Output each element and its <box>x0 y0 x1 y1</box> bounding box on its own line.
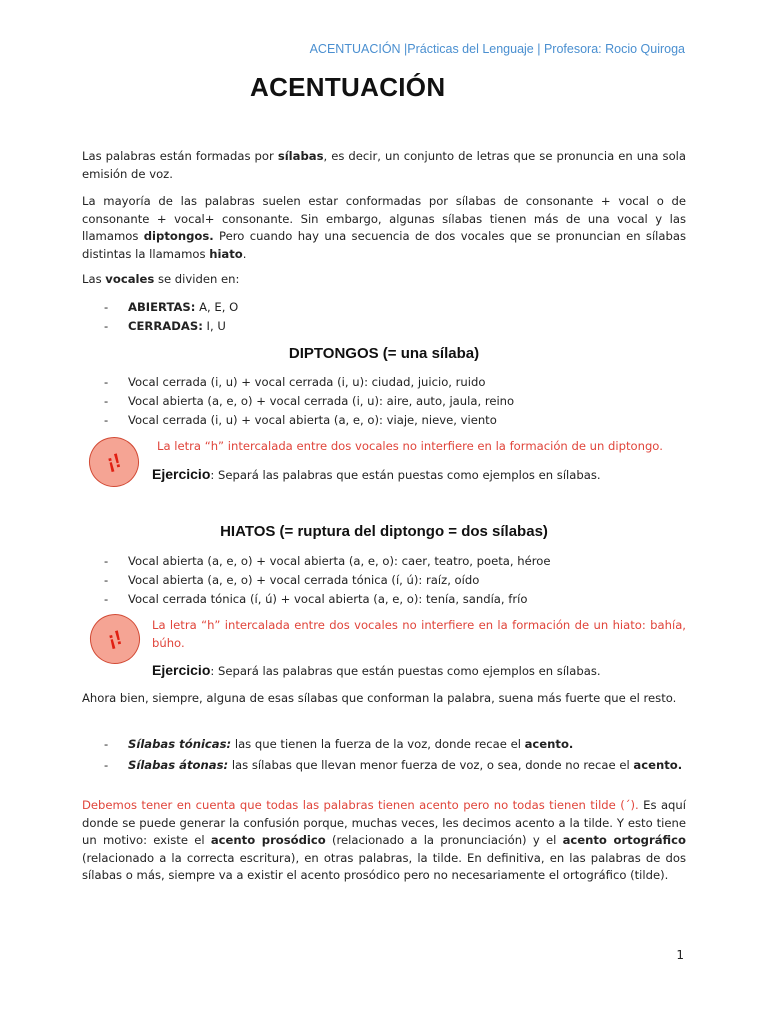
diptongo-exercise: Ejercicio: Separá las palabras que están puestas como ejemplos en sílabas. <box>152 466 601 482</box>
list-item: - Vocal abierta (a, e, o) + vocal abierta (a, e, o): caer, teatro, poeta, héroe <box>104 554 551 568</box>
page-number: 1 <box>676 948 684 962</box>
list-item: - Vocal abierta (a, e, o) + vocal cerrada tónica (í, ú): raíz, oído <box>104 573 480 587</box>
diptongos-list <box>82 373 686 430</box>
list-item: - Sílabas tónicas: las que tienen la fuerza de la voz, donde recae el acento. <box>104 737 574 751</box>
list-item: - Vocal cerrada (i, u) + vocal cerrada (i, u): ciudad, juicio, ruido <box>104 375 486 389</box>
intro-paragraph-2: La mayoría de las palabras suelen estar conformadas por sílabas de consonante + vocal o de consonante + vocal+ consonante. Sin embargo, algunas sílabas tienen más de una vocal y las llamamos diptongos. Pero cuando hay una secuencia de dos vocales que se pronuncian en sílabas distintas la llamamos hiato. <box>82 194 687 261</box>
vowel-list <box>82 298 686 336</box>
list-item: - Vocal cerrada tónica (í, ú) + vocal abierta (a, e, o): tenía, sandía, frío <box>104 592 528 606</box>
hiato-exercise: Ejercicio: Separá las palabras que están puestas como ejemplos en sílabas. <box>152 662 601 678</box>
list-item: - ABIERTAS: A, E, O <box>104 300 239 314</box>
running-header: ACENTUACIÓN |Prácticas del Lenguaje | Profesora: Rocio Quiroga <box>309 42 685 56</box>
intro-paragraph-1: Las palabras están formadas por sílabas, es decir, un conjunto de letras que se pronuncia en una sola emisión de voz. <box>82 149 686 181</box>
emphasis-intro: Ahora bien, siempre, alguna de esas sílabas que conforman la palabra, suena más fuerte que el resto. <box>82 691 677 705</box>
hiato-note: La letra “h” intercalada entre dos vocales no interfiere en la formación de un hiato: bahía, búho. <box>152 618 686 650</box>
page-title: ACENTUACIÓN <box>250 72 446 102</box>
list-item: - Vocal abierta (a, e, o) + vocal cerrada (i, u): aire, auto, jaula, reino <box>104 394 515 408</box>
diptongo-note: La letra “h” intercalada entre dos vocales no interfiere en la formación de un diptongo. <box>157 439 663 453</box>
section-title-hiatos: HIATOS (= ruptura del diptongo = dos sílabas) <box>220 523 548 540</box>
warning-icon: ¡! <box>84 432 145 493</box>
section-title-diptongos: DIPTONGOS (= una sílaba) <box>288 345 480 362</box>
intro-paragraph-3: Las vocales se dividen en: <box>82 272 240 286</box>
hiatos-list <box>82 552 686 609</box>
list-item: - Sílabas átonas: las sílabas que llevan menor fuerza de voz, o sea, donde no recae el acento. <box>104 757 683 772</box>
closing-paragraph: Debemos tener en cuenta que todas las palabras tienen acento pero no todas tienen tilde (´). Es aquí donde se puede generar la confusión porque, muchas veces, les decimos acento a la tilde. Y esto tiene un motivo: existe el acento prosódico (relacionado a la pronunciación) y el acento ortográfico (relacionado a la correcta escritura), en otras palabras, la tilde. En definitiva, en las palabras de dos sílabas o más, siempre va a existir el acento prosódico pero no necesariamente el ortográfico (tilde). <box>82 798 686 882</box>
emphasis-list <box>82 736 686 777</box>
warning-icon: ¡! <box>85 609 146 670</box>
list-item: - Vocal cerrada (i, u) + vocal abierta (a, e, o): viaje, nieve, viento <box>104 413 497 427</box>
list-item: - CERRADAS: I, U <box>104 319 226 333</box>
